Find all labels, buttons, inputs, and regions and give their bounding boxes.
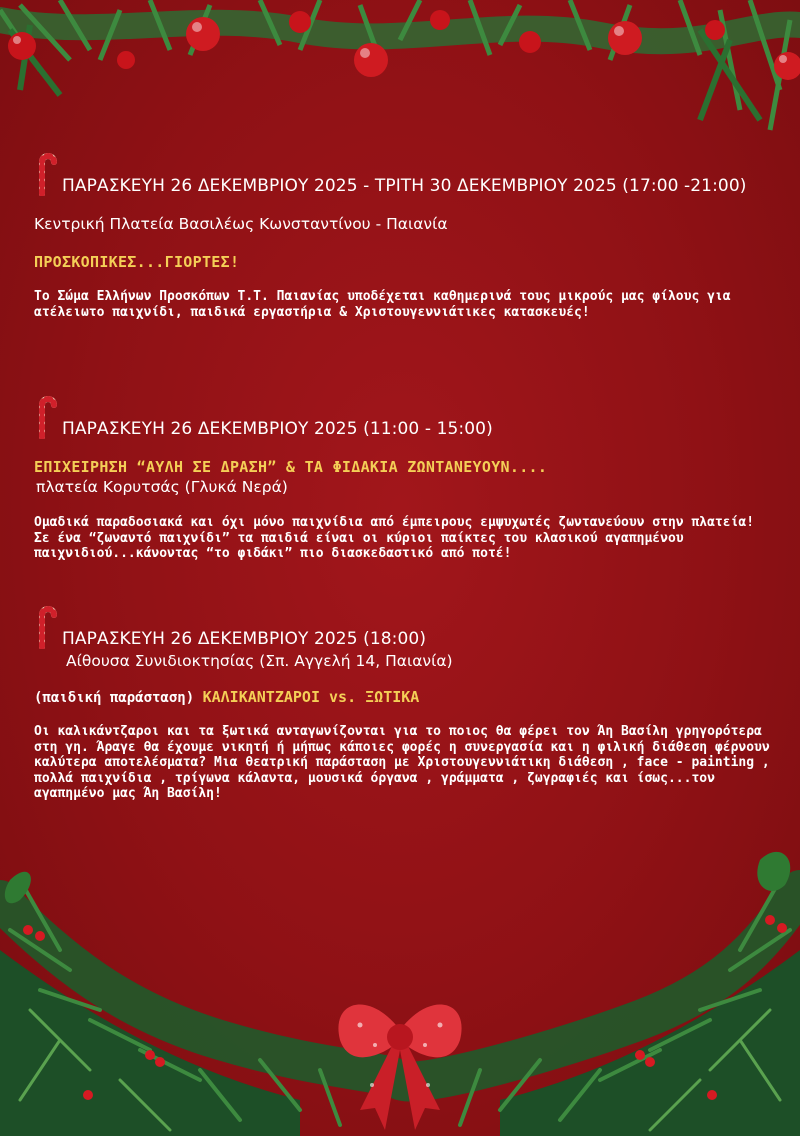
top-garland-decoration bbox=[0, 0, 800, 150]
event-description: Ομαδικά παραδοσιακά και όχι μόνο παιχνίδια από έμπειρους εμψυχωτές ζωντανεύουν στην πλατεία! Σε ένα “ζωναντό παιχνίδι” τα παιδιά είναι οι κύριοι παίκτες του κλασικού αγαπημένου παιχνιδιού...κάνοντας “το φιδάκι” πιο διασκεδαστικό από ποτέ! bbox=[34, 515, 755, 561]
event-date: ΠΑΡΑΣΚΕΥΗ 26 ΔΕΚΕΜΒΡΙΟΥ 2025 (18:00) bbox=[62, 629, 427, 649]
event-title: ΠΡΟΣΚΟΠΙΚΕΣ...ΓΙΟΡΤΕΣ! bbox=[34, 253, 240, 271]
candy-cane-icon bbox=[34, 603, 60, 649]
bottom-garland-decoration bbox=[0, 840, 800, 1136]
candy-cane-icon bbox=[34, 150, 60, 196]
event-date: ΠΑΡΑΣΚΕΥΗ 26 ΔΕΚΕΜΒΡΙΟΥ 2025 (11:00 - 15:00) bbox=[62, 419, 493, 439]
event-title: ΚΑΛΙΚΑΝΤΖΑΡΟΙ vs. ΞΩΤΙΚΑ bbox=[202, 688, 420, 706]
event-3 bbox=[34, 603, 774, 802]
event-title-row bbox=[34, 687, 774, 708]
pine-branch-icon bbox=[0, 880, 800, 1136]
event-title: ΕΠΙΧΕΙΡΗΣΗ “ΑΥΛΗ ΣΕ ΔΡΑΣΗ” & ΤΑ ΦΙΔΑΚΙΑ ΖΩΝΤΑΝΕΥΟΥΝ.... bbox=[34, 458, 548, 476]
event-description: Οι καλικάντζαροι και τα ξωτικά ανταγωνίζονται για το ποιος θα φέρει τον Άη Βασίλη γρηγορότερα στη γη. Άραγε θα έχουμε νικητή ή μήπως κάποιες φορές η συνεργασία και η φιλική διάθεση φέρνουν καλύτερα αποτελέσματα? Μια θεατρική παράσταση με Χριστουγεννιάτικη διάθεση , face - painting , πολλά παιχνίδια , τρίγωνα κάλαντα, μουσικά όργανα , γράμματα , ζωγραφιές και ίσως...τον αγαπημένο μας Άη Βασίλη! bbox=[34, 724, 770, 801]
event-title-prefix: (παιδική παράσταση) bbox=[34, 690, 195, 706]
event-place: Κεντρική Πλατεία Βασιλέως Κωνσταντίνου - Παιανία bbox=[34, 215, 448, 233]
event-date: ΠΑΡΑΣΚΕΥΗ 26 ΔΕΚΕΜΒΡΙΟΥ 2025 - ΤΡΙΤΗ 30 ΔΕΚΕΜΒΡΙΟΥ 2025 (17:00 -21:00) bbox=[62, 176, 747, 196]
event-description: Το Σώμα Ελλήνων Προσκόπων Τ.Τ. Παιανίας υποδέχεται καθημερινά τους μικρούς μας φίλους για ατέλειωτο παιχνίδι, παιδικά εργαστήρια & Χριστουγεννιάτικες κατασκευές! bbox=[34, 289, 731, 320]
event-2 bbox=[34, 393, 774, 562]
candy-cane-icon bbox=[34, 393, 60, 439]
event-place: πλατεία Κορυτσάς (Γλυκά Νερά) bbox=[36, 478, 288, 496]
event-1 bbox=[34, 150, 774, 320]
event-place: Αίθουσα Συνιδιοκτησίας (Σπ. Αγγελή 14, Παιανία) bbox=[66, 652, 453, 670]
